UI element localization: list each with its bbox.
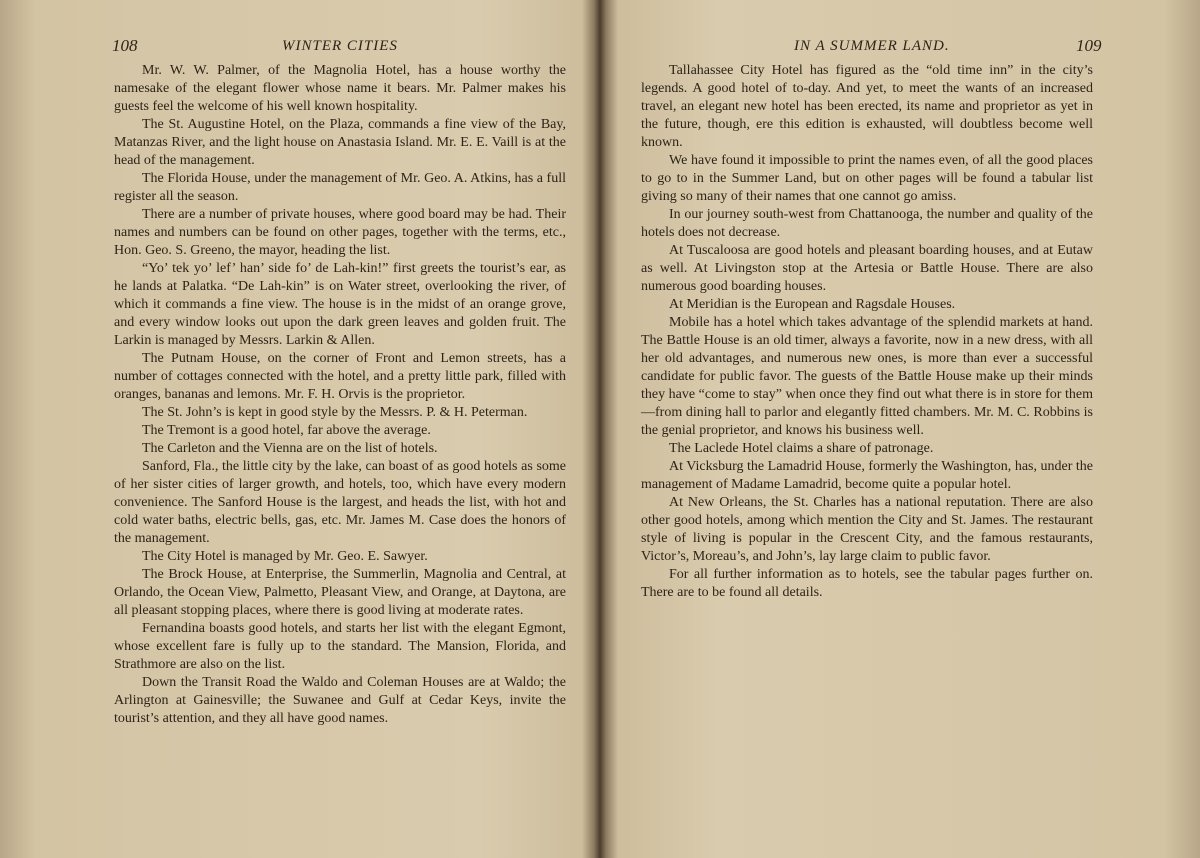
- paragraph: At New Orleans, the St. Charles has a national reputation. There are also other good hotels, among which mention the City and St. James. The restaurant style of living is popular in the Crescent City, and the famous restaurants, Victor’s, Moreau’s, and John’s, lay large claim to public favor.: [641, 495, 1093, 564]
- paragraph: Sanford, Fla., the little city by the lake, can boast of as good hotels as some of her sister cities of larger growth, and hotels, too, which have every modern convenience. The Sanford House is the largest, and heads the list, with hot and cold water baths, electric bells, gas, etc. Mr. James M. Case does the honors of the management.: [114, 459, 566, 546]
- paragraph: Mobile has a hotel which takes advantage of the splendid markets at hand. The Battle House is an old timer, always a favorite, now in a new dress, with all her old advantages, and numerous new ones, is more than ever a successful candidate for public favor. The guests of the Battle House make up their minds they have “come to stay” when once they find out what there is in store for them—from dining hall to parlor and elegantly fitted chambers. Mr. M. C. Robbins is the genial proprietor, and knows his business well.: [641, 315, 1093, 438]
- paragraph: There are a number of private houses, where good board may be had. Their names and numbers can be found on other pages, together with the terms, etc., Hon. Geo. S. Greeno, the mayor, heading the list.: [114, 207, 566, 258]
- paragraph: The Carleton and the Vienna are on the list of hotels.: [142, 441, 438, 456]
- paragraph: At Tuscaloosa are good hotels and pleasant boarding houses, and at Eutaw as well. At Livingston stop at the Artesia or Battle House. There are also numerous good boarding houses.: [641, 243, 1093, 294]
- paragraph: At Vicksburg the Lamadrid House, formerly the Washington, has, under the management of Madame Lamadrid, become quite a popular hotel.: [641, 459, 1093, 492]
- paragraph: For all further information as to hotels, see the tabular pages further on. There are to be found all details.: [641, 567, 1093, 600]
- paragraph: The Putnam House, on the corner of Front and Lemon streets, has a number of cottages connected with the hotel, and a pretty little park, filled with oranges, bananas and lemons. Mr. F. H. Orvis is the proprietor.: [114, 351, 566, 402]
- paragraph: Down the Transit Road the Waldo and Coleman Houses are at Waldo; the Arlington at Gainesville; the Suwanee and Gulf at Cedar Keys, invite the tourist’s attention, and they all have good names.: [114, 675, 566, 726]
- paragraph: We have found it impossible to print the names even, of all the good places to go to in the Summer Land, but on other pages will be found a tabular list giving so many of their names that one cannot go amiss.: [641, 153, 1093, 204]
- paragraph: Tallahassee City Hotel has figured as the “old time inn” in the city’s legends. A good hotel of to-day. And yet, to meet the wants of an increased travel, an elegant new hotel has been erected, its name and proprietor as yet in the future, though, ere this edition is exhausted, will doubtless become well known.: [641, 63, 1093, 150]
- paragraph: Fernandina boasts good hotels, and starts her list with the elegant Egmont, whose excellent fare is fully up to the standard. The Mansion, Florida, and Strathmore are also on the list.: [114, 621, 566, 672]
- paragraph: “Yo’ tek yo’ lef’ han’ side fo’ de Lah-kin!” first greets the tourist’s ear, as he lands at Palatka. “De Lah-kin” is on Water street, overlooking the river, of which it commands a fine view. The house is in the midst of an orange grove, and every window looks out upon the dark green leaves and golden fruit. The Larkin is managed by Messrs. Larkin & Allen.: [114, 261, 566, 348]
- page-number-right: 109: [1076, 36, 1102, 55]
- right-page-text: [641, 62, 1093, 602]
- running-head-right: IN A SUMMER LAND.: [794, 38, 950, 54]
- paragraph: At Meridian is the European and Ragsdale Houses.: [669, 297, 956, 312]
- paragraph: The Florida House, under the management of Mr. Geo. A. Atkins, has a full register all the season.: [114, 171, 566, 204]
- running-head-left: WINTER CITIES: [282, 38, 398, 54]
- paragraph: The St. John’s is kept in good style by the Messrs. P. & H. Peterman.: [142, 405, 528, 420]
- right-page: [604, 0, 1200, 858]
- left-page-text: [114, 62, 566, 728]
- left-page: [0, 0, 596, 858]
- paragraph: Mr. W. W. Palmer, of the Magnolia Hotel, has a house worthy the namesake of the elegant flower whose name it bears. Mr. Palmer makes his guests feel the welcome of his well known hospitality.: [114, 63, 566, 114]
- paragraph: The Laclede Hotel claims a share of patronage.: [669, 441, 934, 456]
- paragraph: The Tremont is a good hotel, far above the average.: [142, 423, 431, 438]
- paragraph: In our journey south-west from Chattanooga, the number and quality of the hotels does not decrease.: [641, 207, 1093, 240]
- paragraph: The City Hotel is managed by Mr. Geo. E. Sawyer.: [142, 549, 428, 564]
- paragraph: The Brock House, at Enterprise, the Summerlin, Magnolia and Central, at Orlando, the Ocean View, Palmetto, Pleasant View, and Orange, at Daytona, are all pleasant stopping places, where there is good living at moderate rates.: [114, 567, 566, 618]
- page-number-left: 108: [112, 36, 138, 55]
- paragraph: The St. Augustine Hotel, on the Plaza, commands a fine view of the Bay, Matanzas River, and the light house on Anastasia Island. Mr. E. E. Vaill is at the head of the management.: [114, 117, 566, 168]
